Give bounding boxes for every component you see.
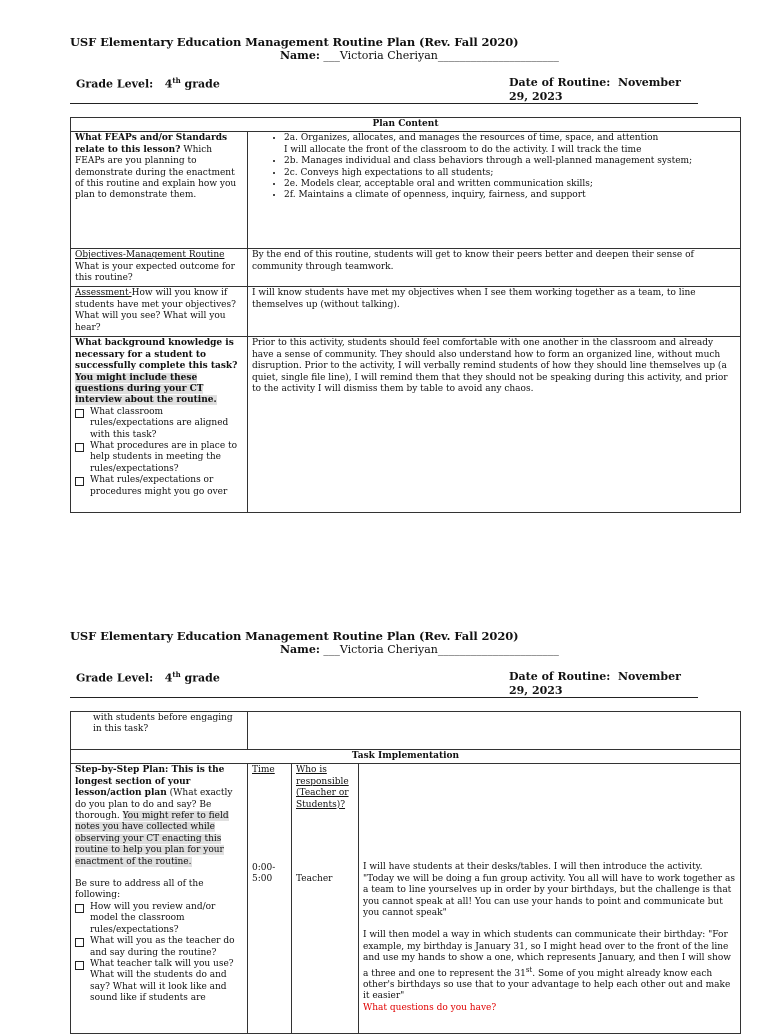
plan-column bbox=[359, 764, 741, 1034]
name-value: ___Victoria Cheriyan______________________ bbox=[323, 49, 559, 62]
step-highlight: You might refer to field notes you have collected while observing your CT enacting this routine to help you plan for your enactment of the routine. bbox=[75, 811, 229, 867]
background-highlight: You might include these questions during your CT interview about the routine. bbox=[75, 372, 217, 406]
grade-label: Grade Level: bbox=[76, 77, 154, 91]
task-implementation-table bbox=[70, 749, 741, 1034]
plan-question: What questions do you have? bbox=[363, 1002, 497, 1013]
who-value: Teacher bbox=[296, 874, 333, 885]
feaps-item: • 2e. Models clear, acceptable oral and written communication skills; bbox=[284, 179, 736, 190]
objectives-label: Objectives-Management Routine bbox=[75, 250, 225, 261]
step-question-cell bbox=[71, 764, 248, 1034]
background-answer: Prior to this activity, students should feel comfortable with one another in the classroom and already have a sense of community. They should also understand how to form an organized line, without much disruption. Prior to the activity, I will verbally remind students of how they should line themselves up (a quiet, single file line), I will remind them that they should not be speaking during this activity, and prior to the activity I will dismiss them by table to avoid any chaos. bbox=[248, 337, 741, 513]
step-label-rest: (What exactly do you plan to do and say? Be thorough. bbox=[75, 788, 233, 822]
assessment-answer: I will know students have met my objectives when I see them working together as a team, to line themselves up (without talking). bbox=[248, 287, 741, 337]
grade-sup: th bbox=[172, 76, 181, 85]
checkbox-icon bbox=[75, 904, 84, 913]
grade-suffix: grade bbox=[180, 671, 220, 685]
grade-level bbox=[76, 670, 220, 685]
who-column bbox=[292, 764, 359, 1034]
background-question: What background knowledge is necessary for a student to successfully complete this task? bbox=[75, 338, 238, 372]
plan-content-header: Plan Content bbox=[71, 118, 741, 132]
date-label: Date of Routine: bbox=[509, 76, 611, 89]
checklist-item: What rules/expectations or procedures might you go over bbox=[75, 475, 243, 498]
name-line bbox=[280, 643, 559, 656]
grade-suffix: grade bbox=[180, 77, 220, 91]
name-label: Name: bbox=[280, 49, 320, 62]
step-label: Step-by-Step Plan: This is the longest section of your lesson/action plan bbox=[75, 765, 225, 799]
grade-value: 4 bbox=[164, 671, 173, 685]
checklist-item: How will you review and/or model the classroom rules/expectations? bbox=[75, 902, 243, 936]
name-label: Name: bbox=[280, 643, 320, 656]
feaps-item: • 2b. Manages individual and class behaviors through a well-planned management system; bbox=[284, 156, 736, 167]
continued-question: with students before engaging in this task? bbox=[71, 712, 248, 750]
checkbox-icon bbox=[75, 938, 84, 947]
date-label: Date of Routine: bbox=[509, 670, 611, 683]
address-label: Be sure to address all of the following: bbox=[75, 879, 204, 901]
grade-label: Grade Level: bbox=[76, 671, 154, 685]
checklist-item: What will you as the teacher do and say during the routine? bbox=[75, 936, 243, 959]
document-title: USF Elementary Education Management Routine Plan (Rev. Fall 2020) bbox=[70, 629, 519, 643]
checklist-item: What procedures are in place to help students in meeting the rules/expectations? bbox=[75, 441, 243, 475]
date-value: November 29, 2023 bbox=[509, 670, 681, 697]
checklist-item: What teacher talk will you use? What will the students do and say? What will it look like and sound like if students are bbox=[75, 959, 243, 1005]
feaps-item: • 2a. Organizes, allocates, and manages the resources of time, space, and attention I will allocate the front of the classroom to do the activity. I will track the time bbox=[284, 133, 736, 156]
objectives-answer: By the end of this routine, students will get to know their peers better and deepen their sense of community through teamwork. bbox=[248, 249, 741, 287]
plan-paragraph-intro: I will have students at their desks/tables. I will then introduce the activity. "Today we will be doing a fun group activity. You all will have to work together as a team to line yourselves up in order by your birthdays, but the challenge is that you cannot speak at all! You can use your hands to point and communicate but you cannot speak" bbox=[363, 862, 735, 919]
time-column bbox=[248, 764, 292, 1034]
task-implementation-header: Task Implementation bbox=[71, 750, 741, 764]
plan-paragraph-model: I will then model a way in which students can communicate their birthday: "For example, my birthday is January 31, so I might head over to the front of the line and use my hands to show a one, which represents January, and then I will show a three and one to represent the 31st. Some of you might already know each other's birthdays so use that to your advantage to help each other out and make it easier" bbox=[363, 930, 731, 1002]
routine-date bbox=[509, 670, 699, 698]
grade-sup: th bbox=[172, 670, 181, 679]
assessment-question: How will you know if students have met your objectives? What will you see? What will you hear? bbox=[75, 288, 236, 333]
feaps-question: What FEAPs and/or Standards relate to this lesson? bbox=[75, 133, 228, 155]
feaps-sub-note: I will allocate the front of the classroom to do the activity. I will track the time bbox=[284, 144, 642, 155]
feaps-item: • 2f. Maintains a climate of openness, inquiry, fairness, and support bbox=[284, 190, 736, 201]
feaps-item: • 2c. Conveys high expectations to all students; bbox=[284, 168, 736, 179]
feaps-question-rest: Which FEAPs are you planning to demonstrate during the enactment of this routine and explain how you plan to demonstrate them. bbox=[75, 144, 237, 201]
continued-table bbox=[70, 711, 741, 750]
assessment-label: Assessment- bbox=[75, 288, 132, 299]
who-header: Who is responsible (Teacher or Students)? bbox=[296, 765, 349, 810]
name-value: ___Victoria Cheriyan______________________ bbox=[323, 643, 559, 656]
date-value: November 29, 2023 bbox=[509, 76, 681, 103]
checkbox-icon bbox=[75, 961, 84, 970]
objectives-question: What is your expected outcome for this routine? bbox=[75, 261, 235, 284]
time-value: 0:00-5:00 bbox=[252, 862, 276, 885]
continued-answer-cell bbox=[248, 712, 741, 750]
header-rule bbox=[70, 697, 698, 698]
document-title: USF Elementary Education Management Routine Plan (Rev. Fall 2020) bbox=[70, 35, 519, 49]
time-header: Time bbox=[252, 765, 275, 776]
checklist-item: What classroom rules/expectations are aligned with this task? bbox=[75, 407, 243, 441]
grade-value: 4 bbox=[164, 77, 173, 91]
